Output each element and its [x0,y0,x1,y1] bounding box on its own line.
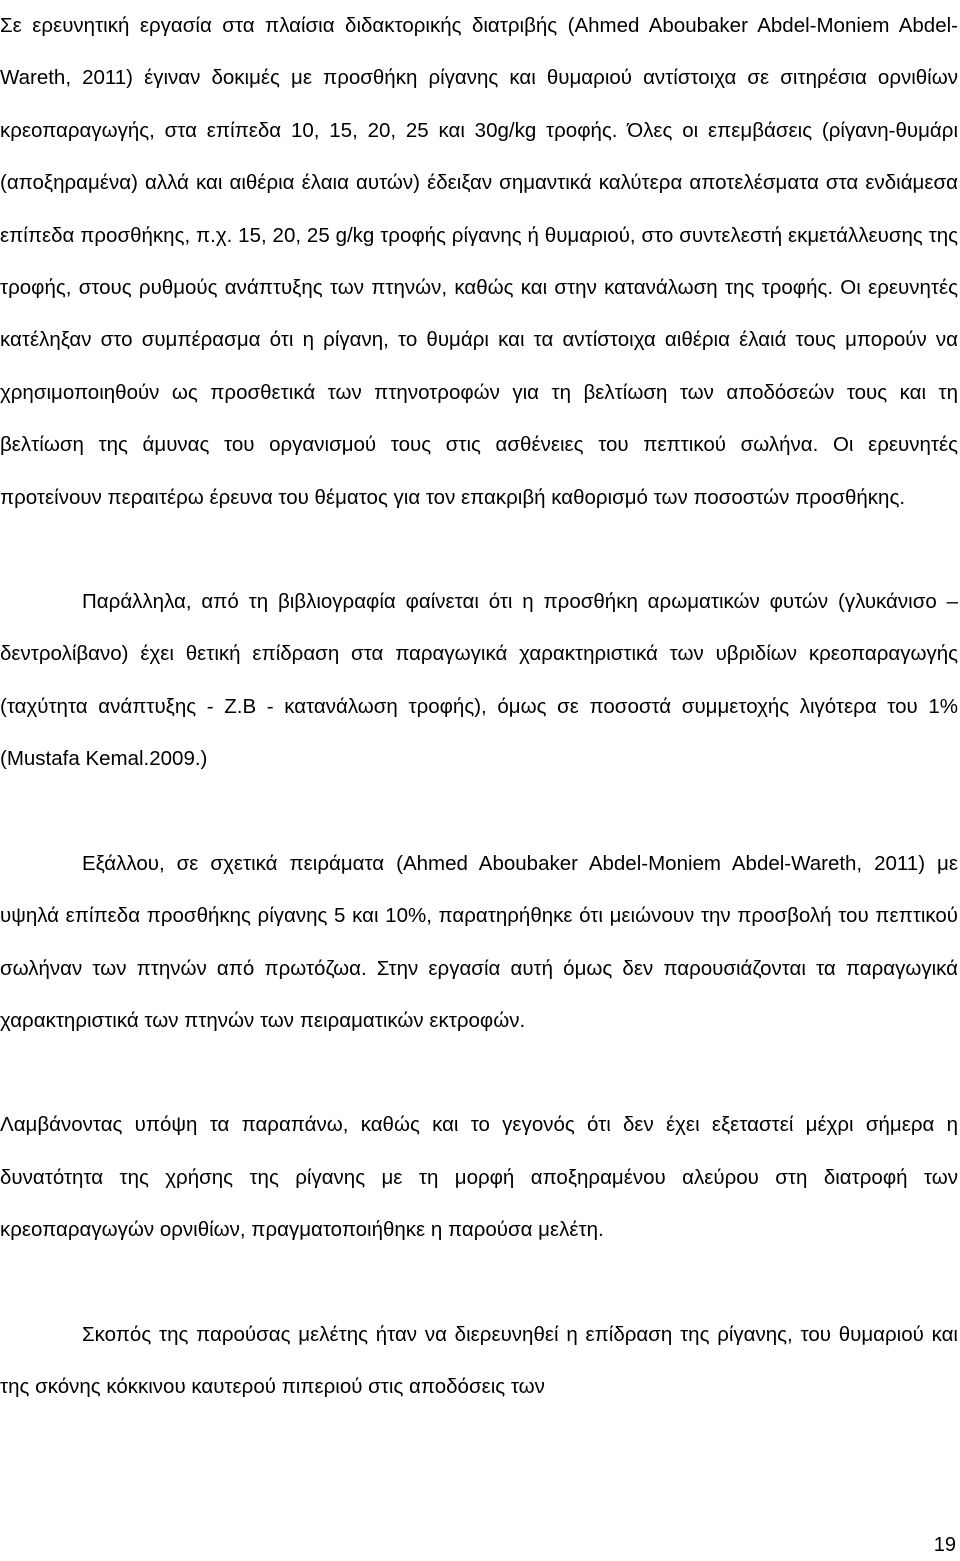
paragraph-gap [0,786,958,838]
paragraph-gap [0,524,958,576]
paragraph-gap [0,1047,958,1099]
paragraph-gap [0,1257,958,1309]
paragraph-aromatic-plants: Παράλληλα, από τη βιβλιογραφία φαίνεται ότι η προσθήκη αρωματικών φυτών (γλυκάνισο – δεντρολίβανο) έχει θετική επίδραση στα παραγωγικά χαρακτηριστικά των υβριδίων κρεοπαραγωγής (ταχύτητα ανάπτυξης - Ζ.Β - κατανάλωση τροφής), όμως σε ποσοστά συμμετοχής λιγότερα του 1% (Mustafa Kemal.2009.) [0,590,958,771]
paragraph-oregano-thyme-study: Σε ερευνητική εργασία στα πλαίσια διδακτορικής διατριβής (Ahmed Aboubaker Abdel-Moniem Abdel-Wareth, 2011) έγιναν δοκιμές με προσθήκη ρίγανης και θυμαριού αντίστοιχα σε σιτηρέσια ορνιθίων κρεοπαραγωγής, στα επίπεδα 10, 15, 20, 25 και 30g/kg τροφής. Όλες οι επεμβάσεις (ρίγανη-θυμάρι (αποξηραμένα) αλλά και αιθέρια έλαια αυτών) έδειξαν σημαντικά καλύτερα αποτελέσματα στα ενδιάμεσα επίπεδα προσθήκης, π.χ. 15, 20, 25 g/kg τροφής ρίγανης ή θυμαριού, στο συντελεστή εκμετάλλευσης της τροφής, στους ρυθμούς ανάπτυξης των πτηνών, καθώς και στην κατανάλωση της τροφής. Οι ερευνητές κατέληξαν στο συμπέρασμα ότι η ρίγανη, το θυμάρι και τα αντίστοιχα αιθέρια έλαιά τους μπορούν να χρησιμοποιηθούν ως προσθετικά των πτηνοτροφών για τη βελτίωση των αποδόσεών τους και τη βελτίωση της άμυνας του οργανισμού τους στις ασθένειες του πεπτικού σωλήνα. Οι ερευνητές προτείνουν περαιτέρω έρευνα του θέματος για τον επακριβή καθορισμό των ποσοστών προσθήκης. [0,14,958,509]
paragraph-study-rationale: Λαμβάνοντας υπόψη τα παραπάνω, καθώς και το γεγονός ότι δεν έχει εξεταστεί μέχρι σήμερα η δυνατότητα της χρήσης της ρίγανης με τη μορφή αποξηραμένου αλεύρου στη διατροφή των κρεοπαραγωγών ορνιθίων, πραγματοποιήθηκε η παρούσα μελέτη. [0,1113,958,1242]
paragraph-high-oregano-levels: Εξάλλου, σε σχετικά πειράματα (Ahmed Aboubaker Abdel-Moniem Abdel-Wareth, 2011) με υψηλά επίπεδα προσθήκης ρίγανης 5 και 10%, παρατηρήθηκε ότι μειώνουν την προσβολή του πεπτικού σωλήναν των πτηνών από πρωτόζωα. Στην εργασία αυτή όμως δεν παρουσιάζονται τα παραγωγικά χαρακτηριστικά των πτηνών των πειραματικών εκτροφών. [0,851,958,1032]
page-number: 19 [933,1534,956,1556]
paragraph-study-aim: Σκοπός της παρούσας μελέτης ήταν να διερευνηθεί η επίδραση της ρίγανης, του θυμαριού και της σκόνης κόκκινου καυτερού πιπεριού στις αποδόσεις των [0,1322,958,1398]
